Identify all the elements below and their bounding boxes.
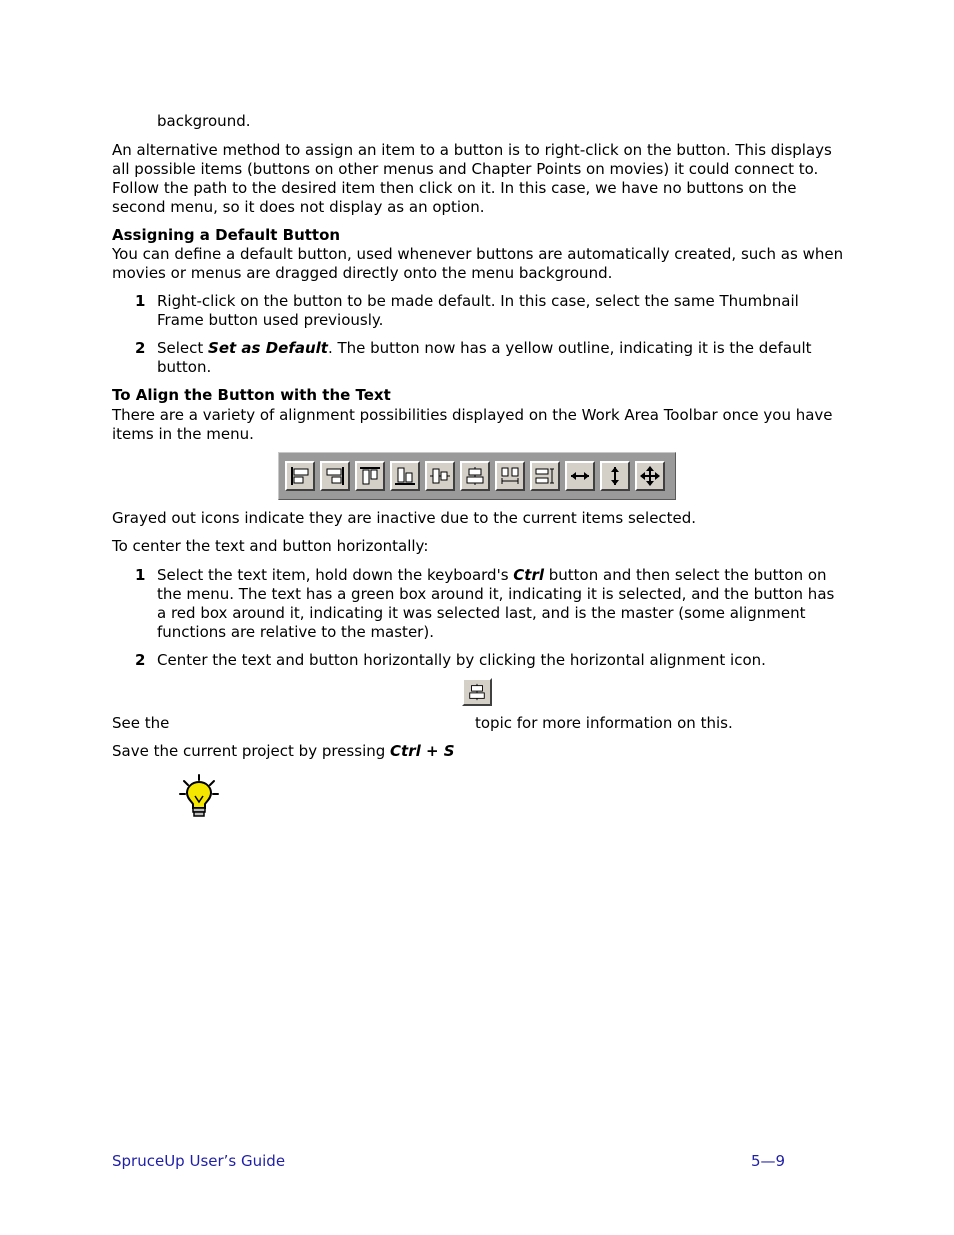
align-left-icon[interactable]	[285, 461, 315, 491]
step-text-pre: Select	[157, 339, 209, 357]
heading-default-button: Assigning a Default Button	[112, 226, 341, 244]
footer-page-number: 5—9	[751, 1152, 786, 1170]
ctrl-key-term: Ctrl	[513, 566, 544, 584]
align-bottom-icon[interactable]	[390, 461, 420, 491]
step-number: 2	[135, 339, 146, 357]
space-horizontal-icon[interactable]	[565, 461, 595, 491]
center-vertical-icon[interactable]	[425, 461, 455, 491]
step-text: Center the text and button horizontally by clicking the horizontal alignment icon.	[157, 651, 766, 669]
step-number: 1	[135, 566, 146, 584]
save-text-pre: Save the current project by pressing	[112, 742, 391, 760]
step-text: Right-click on the button to be made default. In this case, select the same Thumbnail Frame button used previously.	[157, 292, 799, 329]
paragraph-default-button: You can define a default button, used whenever buttons are automatically created, such as when movies or menus are dragged directly onto the menu background.	[112, 245, 844, 282]
same-height-icon[interactable]	[530, 461, 560, 491]
step-text-post: button and then select the button on the menu. The text has a green box around it, indicating it is selected, and the button has a red box around it, indicating it was selected last, and is the master (some alignment functions are relative to the master).	[157, 566, 835, 641]
step-number: 1	[135, 292, 146, 310]
set-as-default-term: Set as Default	[208, 339, 328, 357]
center-horizontal-icon[interactable]	[460, 461, 490, 491]
step-text	[157, 566, 842, 642]
align-top-icon[interactable]	[355, 461, 385, 491]
step-text-post: . The button now has a yellow outline, indicating it is the default button.	[157, 339, 812, 376]
lightbulb-tip-icon	[178, 774, 220, 818]
footer-guide-title: SpruceUp User’s Guide	[112, 1152, 286, 1170]
step-text	[157, 339, 847, 377]
paragraph-background: background.	[157, 112, 251, 130]
ctrl-s-term: Ctrl + S	[390, 742, 455, 760]
paragraph-grayed-icons: Grayed out icons indicate they are inactive due to the current items selected.	[112, 509, 697, 527]
paragraph-align-options: There are a variety of alignment possibilities displayed on the Work Area Toolbar once you have items in the menu.	[112, 406, 833, 443]
paragraph-alternative-method: An alternative method to assign an item to a button is to right-click on the button. This displays all possible items (buttons on other menus and Chapter Points on movies) it could connect to. Follow the path to the desired item then click on it. In this case, we have no buttons on the second menu, so it does not display as an option.	[112, 141, 832, 216]
horizontal-alignment-icon[interactable]	[462, 678, 492, 706]
paragraph-center-intro: To center the text and button horizontally:	[112, 537, 429, 555]
same-width-icon[interactable]	[495, 461, 525, 491]
see-the-text: See the	[112, 714, 170, 732]
paragraph-save-project	[112, 742, 455, 761]
align-right-icon[interactable]	[320, 461, 350, 491]
step-number: 2	[135, 651, 146, 669]
step-text-pre: Select the text item, hold down the keyboard's	[157, 566, 514, 584]
see-topic-text: topic for more information on this.	[475, 714, 733, 732]
space-vertical-icon[interactable]	[600, 461, 630, 491]
move-icon[interactable]	[635, 461, 665, 491]
heading-align-button: To Align the Button with the Text	[112, 386, 391, 404]
work-area-toolbar	[278, 452, 676, 500]
